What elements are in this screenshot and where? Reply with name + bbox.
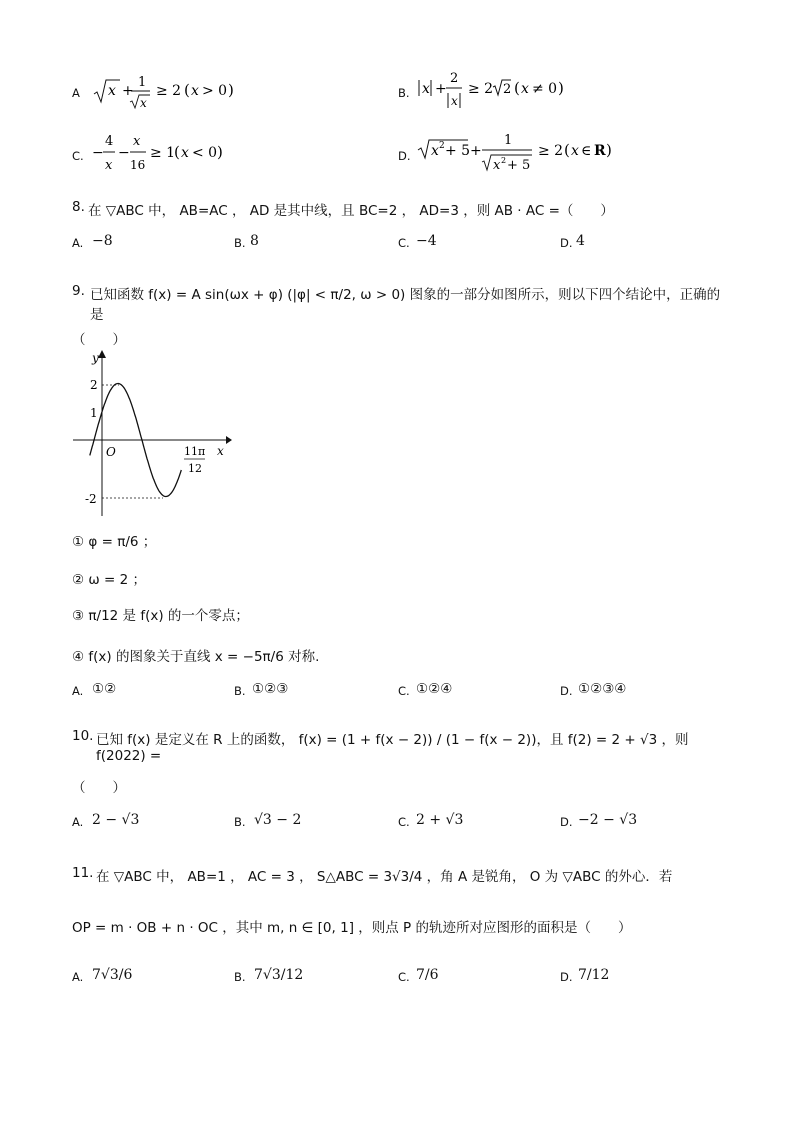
q10-option-b: √3 − 2: [254, 812, 302, 828]
option-letter: B.: [234, 815, 246, 829]
q7-option-d: [416, 130, 656, 178]
svg-text:x: x: [105, 158, 113, 173]
option-letter: A.: [72, 236, 84, 250]
svg-text:x: x: [181, 145, 189, 161]
svg-text:−: −: [92, 145, 104, 161]
origin-label: O: [106, 445, 116, 459]
q11-option-a: 7√3/6: [92, 967, 133, 983]
x-axis-arrow: [226, 436, 232, 444]
q8-option-c: −4: [416, 233, 437, 249]
q11-option-b: 7√3/12: [254, 967, 304, 983]
option-letter: C.: [398, 684, 410, 698]
option-letter: C.: [398, 970, 410, 984]
svg-text:2: 2: [439, 141, 445, 151]
q11-option-d: 7/12: [578, 967, 610, 983]
svg-text:≥ 2: ≥ 2: [538, 143, 564, 159]
svg-text:≥ 1: ≥ 1: [150, 145, 176, 161]
y-axis-arrow: [98, 350, 106, 358]
svg-text:x: x: [422, 81, 430, 97]
svg-text:x: x: [140, 96, 147, 110]
svg-text:(: (: [564, 141, 570, 159]
q9-option-a: ①②: [92, 681, 117, 697]
q9-option-d: ①②③④: [578, 681, 627, 697]
svg-text:x: x: [108, 83, 116, 99]
svg-text:x: x: [431, 143, 439, 159]
q8-option-d: 4: [576, 233, 585, 249]
q7-option-a: [92, 74, 352, 108]
svg-text:+: +: [470, 143, 482, 159]
option-letter: D.: [560, 970, 573, 984]
svg-text:−: −: [118, 145, 130, 161]
q9-graph: [66, 348, 246, 518]
svg-text:≥ 2: ≥ 2: [156, 83, 182, 99]
svg-text:1: 1: [504, 133, 513, 148]
q9-option-c: ①②④: [416, 681, 453, 697]
option-letter: C.: [398, 236, 410, 250]
q7-option-b-formula: [416, 68, 616, 112]
svg-text:): ): [228, 81, 234, 99]
q9-option-b: ①②③: [252, 681, 289, 697]
q9-paren: （ ）: [72, 332, 126, 348]
q10-option-d: −2 − √3: [578, 812, 638, 828]
q7-option-a-formula: [92, 74, 352, 110]
option-letter: B.: [234, 970, 246, 984]
q7-option-d-formula: [416, 130, 656, 178]
option-letter: D.: [398, 149, 411, 163]
svg-text:2: 2: [501, 156, 507, 165]
svg-text:): ): [217, 143, 223, 161]
option-letter: B.: [234, 684, 246, 698]
svg-text:x: x: [191, 83, 199, 99]
q10-option-a: 2 − √3: [92, 812, 140, 828]
q7-option-b: [416, 68, 616, 112]
svg-text:+: +: [435, 81, 447, 97]
svg-text:): ): [606, 141, 612, 159]
svg-text:x: x: [133, 134, 141, 149]
tick-2: 2: [90, 378, 98, 392]
q8-stem: 在 ▽ABC 中， AB=AC ， AD 是其中线，且 BC=2 ， AD=3 ，则 AB · AC =（ ）: [88, 203, 614, 219]
x-tick-denominator: 12: [188, 462, 202, 475]
svg-text:x: x: [451, 94, 458, 108]
q10-option-c: 2 + √3: [416, 812, 464, 828]
option-letter: D.: [560, 815, 573, 829]
q9-statement-2: ② ω = 2 ；: [72, 572, 146, 588]
svg-text:< 0: < 0: [192, 145, 218, 161]
q9-statement-3: ③ π/12 是 f(x) 的一个零点；: [72, 608, 249, 624]
q9-number: 9.: [72, 283, 85, 299]
q10-paren: （ ）: [72, 780, 126, 796]
option-letter: D.: [560, 684, 573, 698]
svg-text:2: 2: [503, 82, 512, 97]
svg-text:x: x: [571, 143, 579, 159]
q9-statement-1: ① φ = π/6 ；: [72, 534, 157, 550]
svg-text:≥ 2: ≥ 2: [468, 81, 494, 97]
option-letter: A.: [72, 684, 84, 698]
svg-text:+ 5: + 5: [507, 158, 531, 173]
tick-neg2: -2: [85, 492, 97, 506]
svg-text:x: x: [493, 158, 501, 173]
y-axis-label: y: [92, 351, 99, 365]
option-letter: D.: [560, 236, 573, 250]
q11-option-c: 7/6: [416, 967, 439, 983]
q11-number: 11.: [72, 865, 94, 881]
option-letter: B.: [234, 236, 246, 250]
q7-option-c: [92, 132, 292, 176]
svg-text:(: (: [184, 81, 190, 99]
svg-text:+ 5: + 5: [445, 143, 471, 159]
x-tick-numerator: 11π: [184, 445, 206, 458]
q10-number: 10.: [72, 728, 94, 744]
svg-text:4: 4: [105, 134, 114, 149]
tick-1: 1: [90, 406, 98, 420]
svg-text:(: (: [174, 143, 180, 161]
sine-graph: [66, 348, 246, 518]
option-letter: C.: [398, 815, 410, 829]
q10-stem: 已知 f(x) 是定义在 R 上的函数， f(x) = (1 + f(x − 2)) / (1 − f(x − 2))，且 f(2) = 2 + √3 ，则 f(2022) =: [96, 732, 689, 764]
svg-text:> 0: > 0: [202, 83, 228, 99]
svg-text:(: (: [514, 79, 520, 97]
q9-statement-4: ④ f(x) 的图象关于直线 x = −5π/6 对称.: [72, 649, 320, 665]
q8-number: 8.: [72, 199, 85, 215]
svg-text:∈: ∈: [581, 143, 592, 159]
q11-stem-2: OP = m · OB + n · OC ，其中 m, n ∈ [0, 1] ，则点 P 的轨迹所对应图形的面积是（ ）: [72, 920, 632, 936]
svg-text:2: 2: [450, 71, 459, 86]
option-letter: A.: [72, 815, 84, 829]
q11-stem: 在 ▽ABC 中， AB=1 ， AC = 3 ， S△ABC = 3√3/4 ，角 A 是锐角， O 为 ▽ABC 的外心．若: [96, 869, 673, 885]
option-letter: A.: [72, 970, 84, 984]
svg-text:16: 16: [130, 158, 146, 172]
q8-option-a: −8: [92, 233, 113, 249]
q9-stem: 已知函数 f(x) = A sin(ωx + φ) (|φ| < π/2, ω > 0) 图象的一部分如图所示，则以下四个结论中，正确的是: [90, 287, 721, 323]
option-letter: A: [72, 86, 80, 100]
svg-text:R: R: [594, 143, 606, 159]
option-letter: C.: [72, 149, 84, 163]
x-axis-label: x: [217, 444, 224, 458]
option-letter: B.: [398, 86, 410, 100]
q7-option-c-formula: [92, 132, 292, 176]
svg-text:1: 1: [138, 75, 147, 90]
svg-text:+: +: [122, 83, 134, 99]
svg-text:): ): [558, 79, 564, 97]
q8-option-b: 8: [250, 233, 259, 249]
svg-text:≠ 0: ≠ 0: [532, 81, 558, 97]
svg-text:x: x: [521, 81, 529, 97]
